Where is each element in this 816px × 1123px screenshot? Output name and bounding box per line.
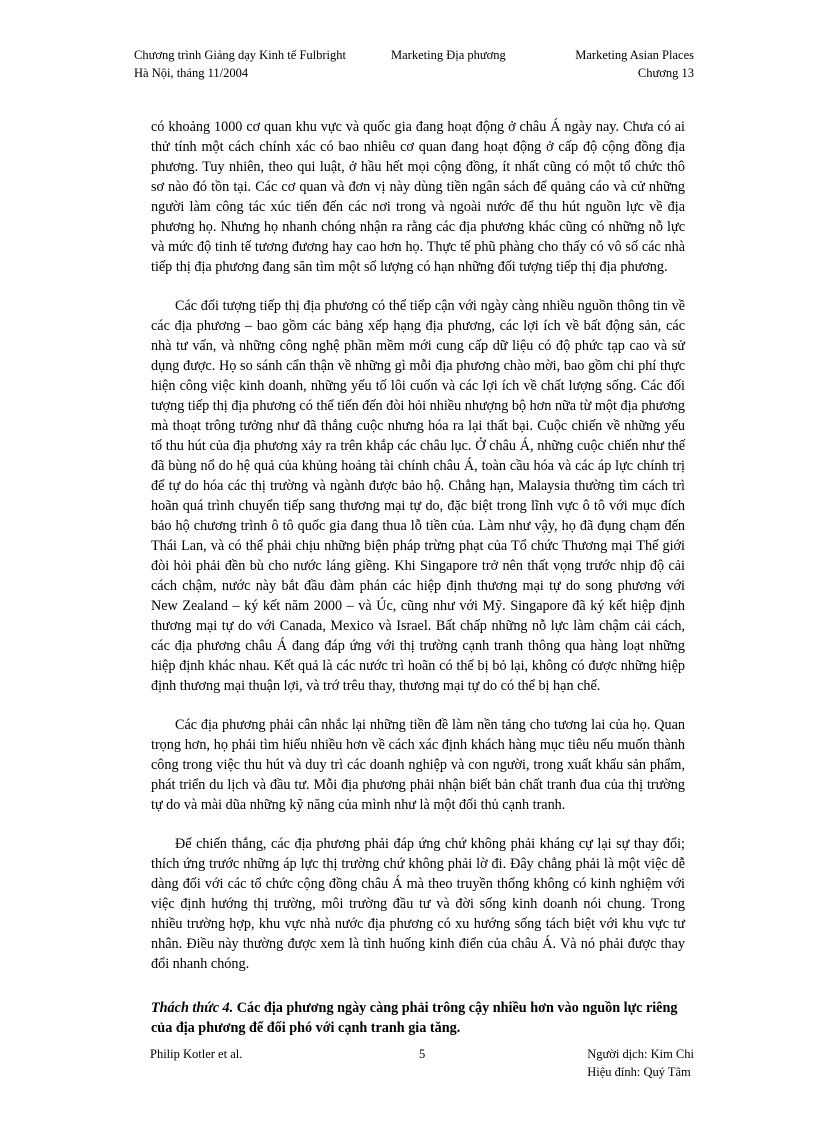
footer-author: Philip Kotler et al. [150, 1047, 243, 1061]
footer-editor: Hiệu đính: Quý Tâm [587, 1065, 691, 1079]
page-header [134, 46, 694, 86]
header-course-title: Marketing Địa phương [391, 48, 506, 62]
body-paragraph-2: Các đối tượng tiếp thị địa phương có thể tiếp cận với ngày càng nhiều nguồn thông tin về các địa phương – bao gồm các bảng xếp hạng địa phương, các lợi ích về bất động sản, các nhà tư vấn, và những công nghệ phần mềm mới cung cấp dữ liệu có độ phức tạp cao và sử dụng được. Họ so sánh cẩn thận về những gì mỗi địa phương chào mời, bao gồm chi phí thực hiện công việc kinh doanh, những yếu tố lôi cuốn và các lợi ích về chất lượng sống. Các đối tượng tiếp thị địa phương có thể tiến đến đòi hỏi nhiều nhượng bộ hơn nữa từ một địa phương mà thoạt trông tưởng như đã thắng cuộc nhưng hóa ra lại thất bại. Cuộc chiến về những yếu tố thu hút của địa phương xảy ra trên khắp các châu lục. Ở châu Á, những cuộc chiến như thế đã bùng nổ do hệ quả của khủng hoảng tài chính châu Á, toàn cầu hóa và các áp lực chính trị để tự do hóa các thị trường và ngành được bảo hộ. Chẳng hạn, Malaysia thường tìm cách trì hoãn quá trình chuyển tiếp sang thương mại tự do, đặc biệt trong lĩnh vực ô tô với mục đích bảo hộ chương trình ô tô quốc gia đang thua lỗ tiền của. Làm như vậy, họ đã đụng chạm đến Thái Lan, và có thể phải chịu những biện pháp trừng phạt của Tổ chức Thương mại Thế giới đòi hỏi phải đền bù cho nước láng giềng. Khi Singapore trở nên thất vọng trước nhịp độ cải cách chậm, nước này bắt đầu đàm phán các hiệp định thương mại tự do song phương với New Zealand – ký kết năm 2000 – và Úc, cũng như với Mỹ. Singapore đã ký kết hiệp định thương mại tự do với Canada, Mexico và Israel. Bất chấp những nỗ lực làm chậm cải cách, các địa phương châu Á đang đáp ứng với thị trường cạnh tranh thông qua hàng loạt những hiệp định khác nhau. Kết quả là các nước trì hoãn có thể bị bỏ lại, không có được những hiệp định thương mại thuận lợi, và trớ trêu thay, thương mại tự do có thể bị hạn chế. [151, 298, 685, 694]
header-book-title: Marketing Asian Places [575, 48, 694, 62]
header-program-name: Chương trình Giảng dạy Kinh tế Fulbright [134, 48, 346, 62]
body-paragraph-4: Để chiến thắng, các địa phương phải đáp ứng chứ không phải kháng cự lại sự thay đổi; thích ứng trước những áp lực thị trường chứ không phải lờ đi. Đây chẳng phải là một việc dễ dàng đối với các tổ chức cộng đồng châu Á mà theo truyền thống không có kinh nghiệm với việc định hướng thị trường, môi trường đầu tư và đời sống kinh doanh nói chung. Trong nhiều trường hợp, khu vực nhà nước địa phương có xu hướng sống tách biệt với khu vực tư nhân. Điều này thường được xem là tình huống kinh điển của châu Á. Và nó phải được thay đổi nhanh chóng. [151, 836, 685, 972]
page-footer [150, 1045, 694, 1085]
header-center [391, 46, 506, 64]
footer-credits [587, 1045, 694, 1081]
header-location-date: Hà Nội, tháng 11/2004 [134, 66, 249, 80]
challenge-text: Các địa phương ngày càng phải trông cậy nhiều hơn vào nguồn lực riêng của địa phương để đối phó với cạnh tranh gia tăng. [151, 1000, 678, 1036]
document-body [151, 117, 685, 1057]
challenge-label: Thách thức 4. [151, 1000, 234, 1016]
header-chapter: Chương 13 [637, 66, 694, 80]
header-right [575, 46, 694, 82]
challenge-heading [151, 998, 685, 1038]
page-number: 5 [419, 1047, 426, 1061]
body-paragraph-3: Các địa phương phải cân nhắc lại những tiền đề làm nền tảng cho tương lai của họ. Quan trọng hơn, họ phải tìm hiểu nhiều hơn về cách xác định khách hàng mục tiêu nếu muốn thành công trong việc thu hút và duy trì các doanh nghiệp và con người, trong xuất khẩu sản phẩm, phát triển du lịch và đầu tư. Mỗi địa phương phải nhận biết bản chất tranh đua của thị trường tự do và mài dũa những kỹ năng của mình như là một đối thủ cạnh tranh. [151, 717, 685, 813]
header-left [134, 46, 346, 82]
footer-translator: Người dịch: Kim Chi [587, 1047, 694, 1061]
body-paragraph-1: có khoảng 1000 cơ quan khu vực và quốc gia đang hoạt động ở châu Á ngày nay. Chưa có ai thử tính một cách chính xác có bao nhiêu cơ quan đang hoạt động ở cấp độ cộng đồng địa phương. Tuy nhiên, theo qui luật, ở hầu hết mọi cộng đồng, ít nhất cũng có một tổ chức thô sơ nào đó tồn tại. Các cơ quan và đơn vị này dùng tiền ngân sách để quảng cáo và cử những người làm công tác xúc tiến đến các nơi trong và ngoài nước để thu hút nguồn lực về địa phương họ. Nhưng họ nhanh chóng nhận ra rằng các địa phương khác cũng có những nỗ lực và mức độ tinh tế tương đương hay cao hơn họ. Thực tế phũ phàng cho thấy có vô số các nhà tiếp thị địa phương đang săn tìm một số lượng có hạn những đối tượng tiếp thị địa phương. [151, 119, 685, 275]
